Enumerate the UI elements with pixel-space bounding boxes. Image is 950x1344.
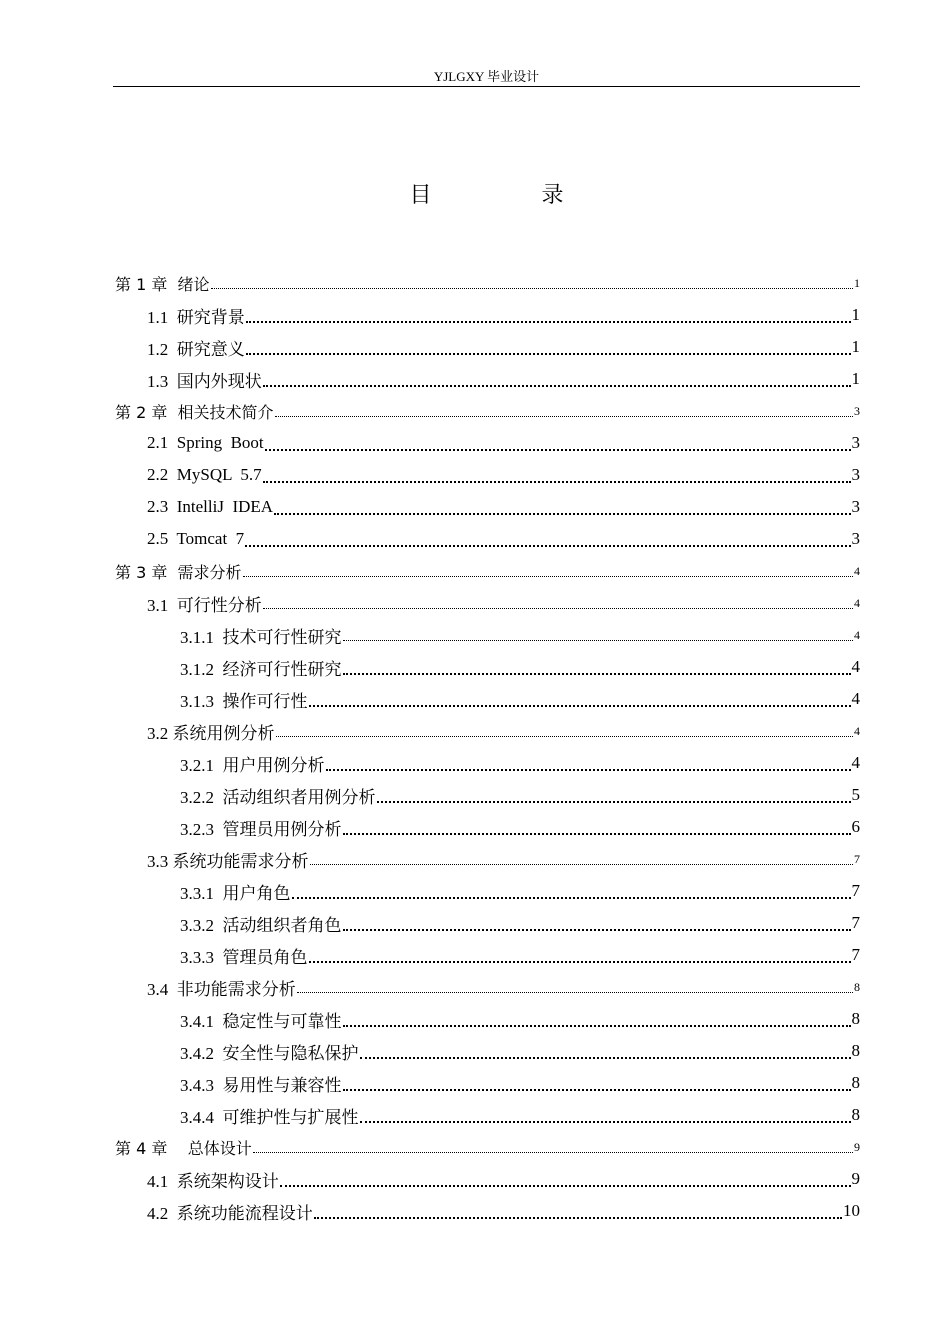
toc-entry[interactable] (0, 1035, 860, 1067)
toc-dot-leader (343, 1067, 851, 1099)
toc-entry-label: 3.2.1 用户用例分析 (180, 755, 325, 775)
toc-entry-page-number: 4 (851, 753, 860, 772)
toc-entry-label: 3.3.3 管理员角色 (180, 947, 308, 967)
toc-dot-leader (310, 843, 854, 875)
toc-dot-leader (245, 523, 850, 555)
toc-entry-page-number: 4 (854, 723, 860, 738)
toc-dot-leader (263, 587, 853, 619)
toc-dot-leader (343, 1003, 851, 1035)
toc-dot-leader (246, 331, 851, 363)
toc-entry[interactable] (0, 427, 860, 459)
toc-entry-label: 3.2.3 管理员用例分析 (180, 819, 342, 839)
toc-dot-leader (343, 651, 851, 683)
toc-entry-label: 2.2 MySQL 5.7 (147, 465, 262, 484)
toc-entry-label: 2.1 Spring Boot (147, 433, 264, 452)
toc-entry-page-number: 8 (851, 1041, 860, 1060)
toc-entry-page-number: 4 (851, 689, 860, 708)
toc-dot-leader (263, 363, 851, 395)
toc-entry[interactable] (0, 779, 860, 811)
toc-entry[interactable] (0, 459, 860, 491)
toc-entry[interactable] (0, 555, 860, 587)
toc-entry-label: 4.2 系统功能流程设计 (147, 1203, 313, 1223)
toc-entry[interactable] (0, 395, 860, 427)
toc-dot-leader (265, 427, 851, 459)
toc-entry[interactable] (0, 1131, 860, 1163)
toc-entry-page-number: 8 (851, 1105, 860, 1124)
toc-entry-page-number: 1 (851, 305, 860, 324)
toc-entry-label: 3.4 非功能需求分析 (147, 979, 296, 999)
toc-entry[interactable] (0, 811, 860, 843)
toc-dot-leader (297, 971, 853, 1003)
toc-entry-page-number: 10 (843, 1201, 860, 1220)
toc-dot-leader (343, 811, 851, 843)
toc-entry-label: 1.1 研究背景 (147, 307, 245, 327)
toc-entry[interactable] (0, 1099, 860, 1131)
toc-entry-label: 2.3 IntelliJ IDEA (147, 497, 274, 516)
toc-entry-label: 第 1 章 绪论 (115, 274, 210, 294)
toc-entry[interactable] (0, 1003, 860, 1035)
toc-entry-label: 3.1 可行性分析 (147, 595, 262, 615)
toc-entry-label: 4.1 系统架构设计 (147, 1171, 279, 1191)
toc-entry-label: 3.1.3 操作可行性 (180, 691, 308, 711)
toc-entry-page-number: 3 (851, 529, 860, 548)
toc-dot-leader (280, 1163, 851, 1195)
toc-entry-page-number: 4 (854, 595, 860, 610)
toc-entry[interactable] (0, 683, 860, 715)
toc-entry-page-number: 8 (851, 1009, 860, 1028)
toc-entry-label: 第 3 章 需求分析 (115, 562, 242, 582)
toc-entry[interactable] (0, 939, 860, 971)
toc-dot-leader (343, 619, 854, 651)
toc-entry[interactable] (0, 587, 860, 619)
toc-entry-page-number: 6 (851, 817, 860, 836)
toc-dot-leader (243, 555, 853, 587)
toc-entry-page-number: 7 (854, 851, 860, 866)
toc-title: 目 录 (409, 183, 608, 208)
page-header: YJLGXY 毕业设计 (433, 69, 540, 84)
toc-entry-page-number: 4 (854, 627, 860, 642)
toc-dot-leader (360, 1099, 851, 1131)
toc-entry-label: 3.1.1 技术可行性研究 (180, 627, 342, 647)
header-rule (113, 86, 860, 87)
toc-entry-label: 3.3.1 用户角色 (180, 883, 291, 903)
toc-entry-page-number: 4 (854, 563, 860, 578)
toc-entry[interactable] (0, 1163, 860, 1195)
toc-entry[interactable] (0, 971, 860, 1003)
toc-entry-page-number: 1 (854, 275, 860, 290)
toc-entry-label: 3.4.4 可维护性与扩展性 (180, 1107, 359, 1127)
toc-entry-page-number: 3 (851, 465, 860, 484)
toc-entry[interactable] (0, 491, 860, 523)
toc-entry[interactable] (0, 843, 860, 875)
toc-entry-label: 3.4.3 易用性与兼容性 (180, 1075, 342, 1095)
toc-dot-leader (360, 1035, 851, 1067)
toc-entry-label: 1.2 研究意义 (147, 339, 245, 359)
toc-entry-page-number: 3 (851, 433, 860, 452)
toc-entry[interactable] (0, 523, 860, 555)
toc-entry-page-number: 1 (851, 337, 860, 356)
toc-entry-label: 3.2 系统用例分析 (147, 723, 275, 743)
toc-entry[interactable] (0, 331, 860, 363)
toc-entry-page-number: 4 (851, 657, 860, 676)
toc-dot-leader (292, 875, 851, 907)
toc-entry[interactable] (0, 907, 860, 939)
toc-dot-leader (343, 907, 851, 939)
toc-entry[interactable] (0, 363, 860, 395)
toc-entry[interactable] (0, 619, 860, 651)
toc-dot-leader (309, 683, 851, 715)
toc-entry-page-number: 7 (851, 945, 860, 964)
toc-entry[interactable] (0, 651, 860, 683)
toc-dot-leader (274, 491, 850, 523)
toc-entry-label: 3.3 系统功能需求分析 (147, 851, 309, 871)
toc-entry-label: 3.4.2 安全性与隐私保护 (180, 1043, 359, 1063)
toc-entry-page-number: 3 (854, 403, 860, 418)
toc-entry-page-number: 8 (854, 979, 860, 994)
toc-entry[interactable] (0, 299, 860, 331)
toc-dot-leader (377, 779, 851, 811)
toc-dot-leader (263, 459, 851, 491)
toc-entry-label: 3.1.2 经济可行性研究 (180, 659, 342, 679)
toc-entry-label: 1.3 国内外现状 (147, 371, 262, 391)
toc-dot-leader (275, 395, 853, 427)
toc-dot-leader (309, 939, 851, 971)
toc-dot-leader (246, 299, 851, 331)
toc-entry[interactable] (0, 715, 860, 747)
toc-entry-page-number: 7 (851, 881, 860, 900)
toc-entry[interactable] (0, 1195, 860, 1227)
toc-entry-page-number: 3 (851, 497, 860, 516)
toc-dot-leader (253, 1131, 853, 1163)
toc-entry[interactable] (0, 1067, 860, 1099)
toc-entry-page-number: 8 (851, 1073, 860, 1092)
toc-entry-label: 3.3.2 活动组织者角色 (180, 915, 342, 935)
toc-dot-leader (326, 747, 851, 779)
toc-entry-page-number: 5 (851, 785, 860, 804)
toc-entry-page-number: 1 (851, 369, 860, 388)
toc-entry-label: 3.2.2 活动组织者用例分析 (180, 787, 376, 807)
toc-dot-leader (314, 1195, 842, 1227)
toc-entry-label: 第 4 章 总体设计 (115, 1138, 252, 1158)
toc-entry[interactable] (0, 267, 860, 299)
toc-entry[interactable] (0, 875, 860, 907)
toc-entry-label: 第 2 章 相关技术简介 (115, 402, 274, 422)
toc-entry[interactable] (0, 747, 860, 779)
toc-entry-page-number: 7 (851, 913, 860, 932)
toc-entry-label: 3.4.1 稳定性与可靠性 (180, 1011, 342, 1031)
toc-entry-page-number: 9 (851, 1169, 860, 1188)
toc-dot-leader (276, 715, 854, 747)
toc-dot-leader (211, 267, 853, 299)
toc-entry-page-number: 9 (854, 1139, 860, 1154)
toc-entry-label: 2.5 Tomcat 7 (147, 529, 245, 548)
